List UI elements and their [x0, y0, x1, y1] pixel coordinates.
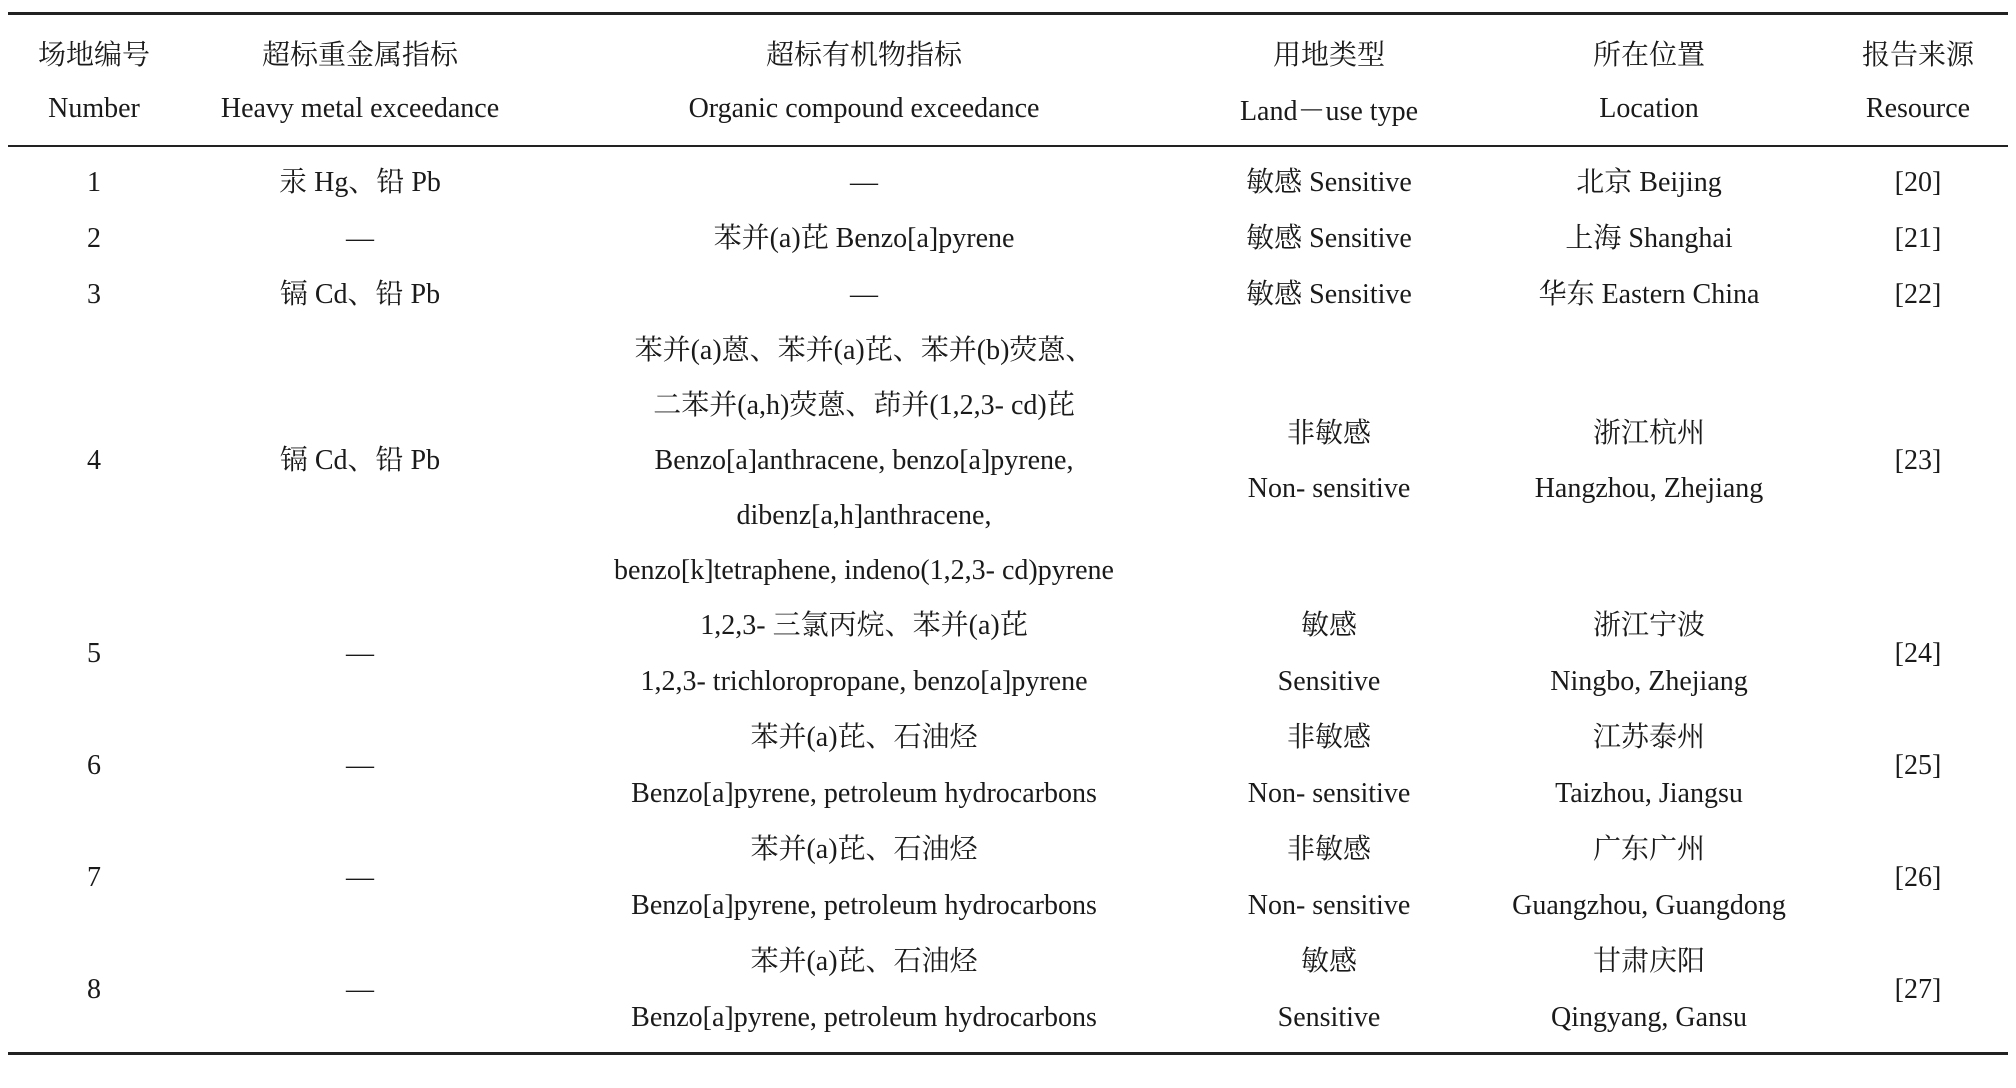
cell-line: — — [346, 223, 374, 254]
table-header — [8, 14, 2008, 147]
cell-resource: [24] — [1894, 638, 1942, 669]
cell-heavy-metal — [180, 934, 540, 1054]
cell-line: Benzo[a]anthracene, benzo[a]pyrene, — [654, 445, 1074, 476]
cell-line: Benzo[a]pyrene, petroleum hydrocarbons — [631, 778, 1097, 809]
table-row — [8, 822, 2008, 934]
cell-line: 苯并(a)芘、石油烃 — [750, 834, 978, 865]
cell-line: 浙江宁波 — [1592, 610, 1705, 641]
cell-line: Taizhou, Jiangsu — [1555, 778, 1743, 809]
cell-line: 镉 Cd、铅 Pb — [279, 279, 441, 310]
cell-land-use — [1188, 323, 1470, 598]
table-row — [8, 934, 2008, 1054]
cell-number: 4 — [87, 444, 101, 476]
cell-number: 3 — [87, 279, 101, 310]
cell-organic — [540, 934, 1188, 1054]
header-organic-en: Organic compound exceedance — [540, 81, 1188, 146]
table-row — [8, 211, 2008, 267]
cell-line: 上海 Shanghai — [1565, 223, 1733, 254]
cell-resource: [20] — [1894, 167, 1942, 198]
cell-organic — [540, 211, 1188, 267]
cell-line: — — [346, 750, 374, 781]
cell-line: 敏感 Sensitive — [1246, 167, 1412, 198]
cell-line: Non- sensitive — [1247, 472, 1411, 504]
cell-organic — [540, 267, 1188, 323]
cell-line: 二苯并(a,h)荧蒽、茚并(1,2,3- cd)芘 — [653, 390, 1075, 421]
cell-land-use — [1188, 146, 1470, 211]
cell-land-use — [1188, 934, 1470, 1054]
cell-line: 甘肃庆阳 — [1592, 946, 1705, 977]
cell-organic — [540, 710, 1188, 822]
cell-resource: [21] — [1894, 223, 1942, 254]
cell-line: — — [346, 974, 374, 1005]
cell-heavy-metal — [180, 323, 540, 598]
cell-location — [1470, 710, 1828, 822]
cell-number: 1 — [87, 167, 101, 198]
cell-line: benzo[k]tetraphene, indeno(1,2,3- cd)pyrene — [614, 555, 1114, 586]
header-land-use-zh: 用地类型 — [1188, 14, 1470, 82]
cell-location — [1470, 822, 1828, 934]
cell-location — [1470, 267, 1828, 323]
cell-line: 华东 Eastern China — [1538, 279, 1760, 310]
table-row — [8, 710, 2008, 822]
cell-line: 1,2,3- trichloropropane, benzo[a]pyrene — [640, 666, 1088, 697]
cell-location — [1470, 598, 1828, 710]
cell-line: 敏感 — [1300, 946, 1357, 977]
cell-line: 非敏感 — [1286, 417, 1371, 449]
header-heavy-metal-en: Heavy metal exceedance — [180, 81, 540, 146]
cell-line: 敏感 Sensitive — [1246, 279, 1412, 310]
header-row-en — [8, 81, 2008, 146]
cell-land-use — [1188, 598, 1470, 710]
cell-line: — — [850, 167, 878, 198]
header-heavy-metal-zh: 超标重金属指标 — [180, 14, 540, 82]
cell-number: 2 — [87, 223, 101, 254]
table-body — [8, 146, 2008, 1054]
cell-location — [1470, 323, 1828, 598]
cell-line: 非敏感 — [1286, 722, 1371, 753]
cell-line: 苯并(a)芘 Benzo[a]pyrene — [713, 223, 1015, 254]
cell-location — [1470, 934, 1828, 1054]
cell-line: Benzo[a]pyrene, petroleum hydrocarbons — [631, 890, 1097, 921]
cell-heavy-metal — [180, 598, 540, 710]
cell-number: 6 — [87, 750, 101, 781]
cell-line: 镉 Cd、铅 Pb — [279, 445, 441, 476]
cell-line: 汞 Hg、铅 Pb — [279, 167, 441, 198]
cell-organic — [540, 146, 1188, 211]
header-row-zh — [8, 14, 2008, 82]
cell-land-use — [1188, 822, 1470, 934]
cell-line: Hangzhou, Zhejiang — [1534, 472, 1764, 504]
cell-line: 苯并(a)蒽、苯并(a)芘、苯并(b)荧蒽、 — [634, 335, 1094, 366]
cell-line: Non- sensitive — [1247, 890, 1411, 921]
cell-line: 浙江杭州 — [1592, 417, 1705, 449]
cell-line: Benzo[a]pyrene, petroleum hydrocarbons — [631, 1002, 1097, 1033]
cell-line: Qingyang, Gansu — [1551, 1002, 1747, 1033]
cell-land-use — [1188, 267, 1470, 323]
header-resource-zh: 报告来源 — [1828, 14, 2008, 82]
table-row — [8, 323, 2008, 598]
site-contamination-table — [8, 12, 2008, 1055]
cell-line: Ningbo, Zhejiang — [1550, 666, 1748, 697]
cell-location — [1470, 211, 1828, 267]
header-location-zh: 所在位置 — [1470, 14, 1828, 82]
cell-line: — — [346, 638, 374, 669]
table-row — [8, 267, 2008, 323]
cell-number: 8 — [8, 934, 180, 1054]
cell-resource: [25] — [1894, 750, 1942, 781]
table-row — [8, 598, 2008, 710]
cell-line: 敏感 — [1300, 610, 1357, 641]
table-row — [8, 146, 2008, 211]
cell-land-use — [1188, 710, 1470, 822]
header-number-zh: 场地编号 — [8, 14, 180, 82]
cell-resource: [26] — [1894, 862, 1942, 893]
header-number-en: Number — [8, 81, 180, 146]
cell-line: 1,2,3- 三氯丙烷、苯并(a)芘 — [700, 610, 1028, 641]
cell-line: 北京 Beijing — [1576, 167, 1722, 198]
cell-number: 5 — [87, 638, 101, 669]
cell-heavy-metal — [180, 267, 540, 323]
cell-line: — — [346, 862, 374, 893]
cell-organic — [540, 598, 1188, 710]
cell-line: 非敏感 — [1286, 834, 1371, 865]
cell-organic — [540, 323, 1188, 598]
cell-line: 苯并(a)芘、石油烃 — [750, 722, 978, 753]
header-resource-en: Resource — [1828, 81, 2008, 146]
cell-line: 广东广州 — [1592, 834, 1705, 865]
cell-number: 7 — [87, 862, 101, 893]
cell-resource: [27] — [1828, 934, 2008, 1054]
cell-heavy-metal — [180, 146, 540, 211]
header-organic-zh: 超标有机物指标 — [540, 14, 1188, 82]
cell-resource: [23] — [1894, 444, 1942, 476]
cell-line: 苯并(a)芘、石油烃 — [750, 946, 978, 977]
cell-heavy-metal — [180, 822, 540, 934]
header-land-use-en: Land－use type — [1188, 81, 1470, 146]
cell-location — [1470, 146, 1828, 211]
cell-line: 敏感 Sensitive — [1246, 223, 1412, 254]
header-location-en: Location — [1470, 81, 1828, 146]
cell-resource: [22] — [1894, 279, 1942, 310]
cell-line: — — [850, 279, 878, 310]
cell-line: dibenz[a,h]anthracene, — [736, 500, 992, 531]
cell-organic — [540, 822, 1188, 934]
cell-heavy-metal — [180, 710, 540, 822]
cell-land-use — [1188, 211, 1470, 267]
cell-line: Non- sensitive — [1247, 778, 1411, 809]
cell-line: Sensitive — [1277, 666, 1381, 697]
cell-line: Guangzhou, Guangdong — [1512, 890, 1786, 921]
cell-line: 江苏泰州 — [1592, 722, 1705, 753]
cell-heavy-metal — [180, 211, 540, 267]
cell-line: Sensitive — [1277, 1002, 1381, 1033]
